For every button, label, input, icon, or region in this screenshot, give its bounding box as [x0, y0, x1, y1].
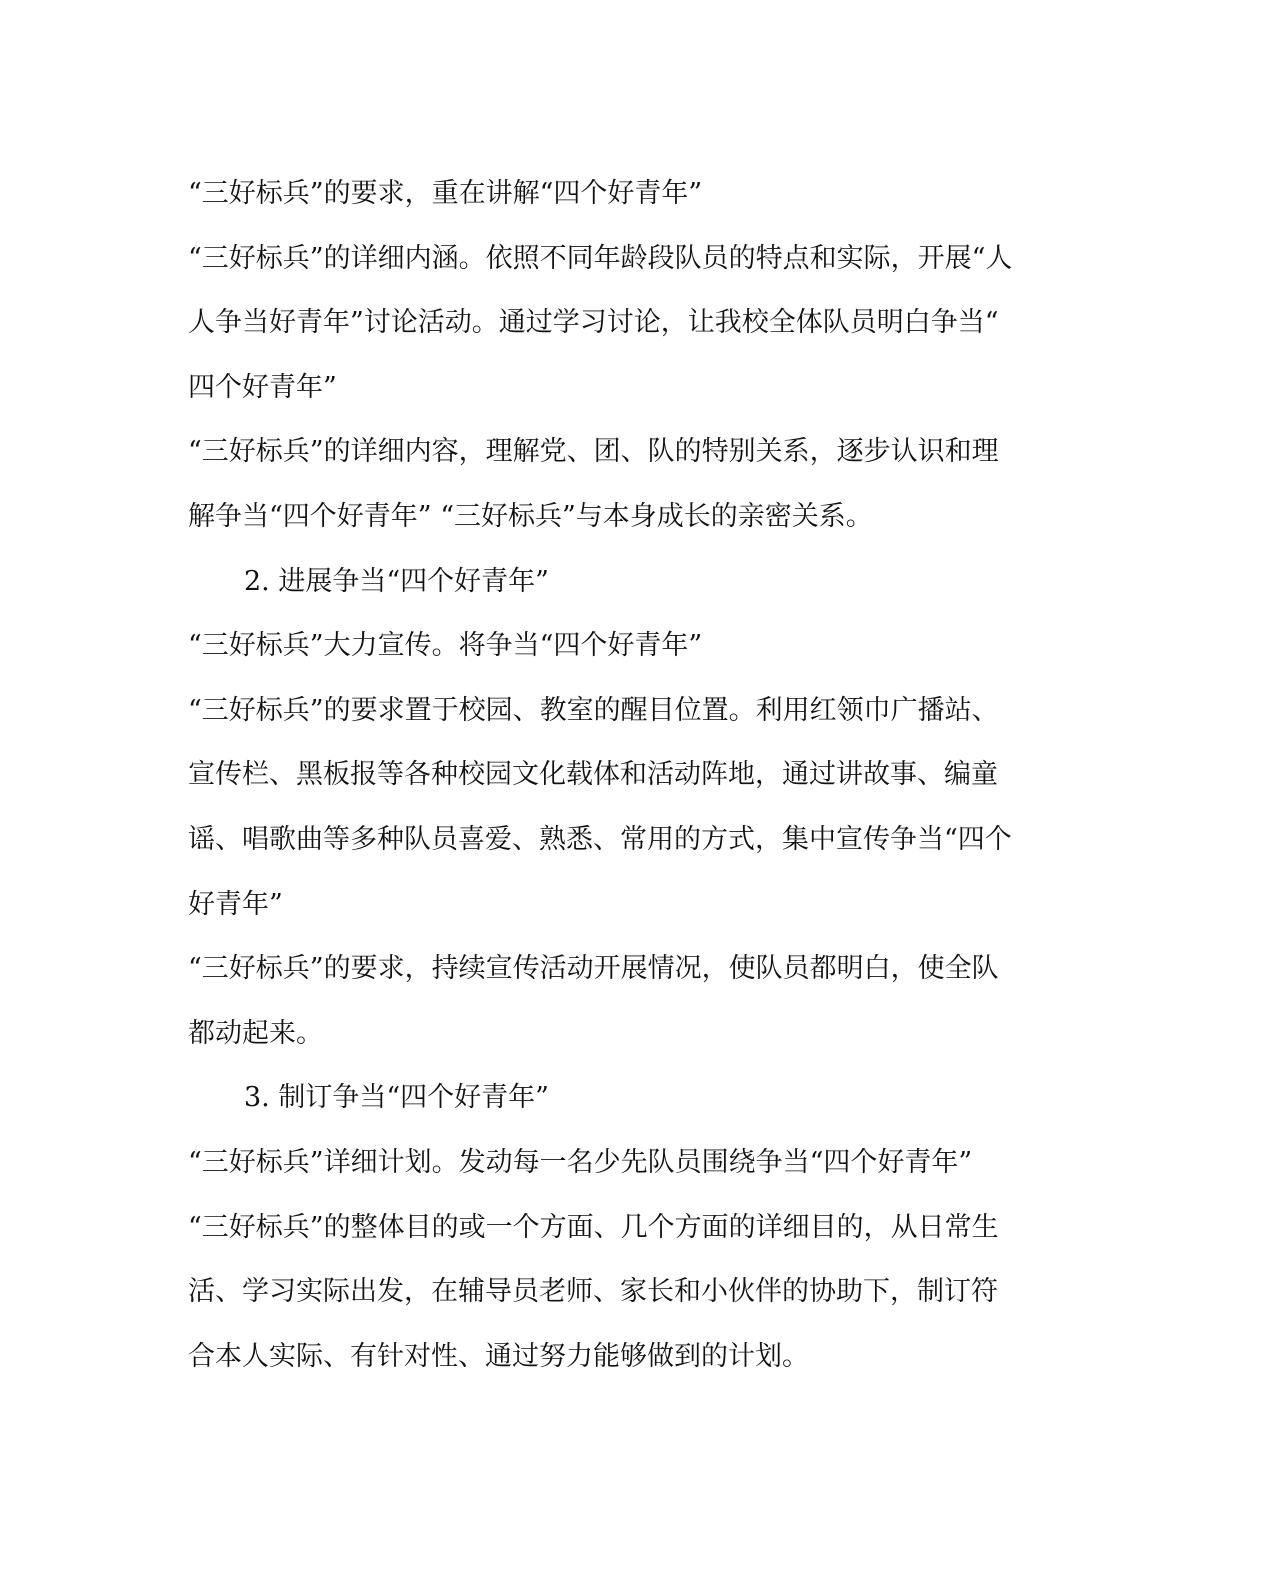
text-line: “三好标兵”的要求，持续宣传活动开展情况，使队员都明白，使全队: [188, 953, 999, 985]
text-line: 活、学习实际出发，在辅导员老师、家长和小伙伴的协助下，制订符: [188, 1276, 998, 1308]
text-line: “三好标兵”的要求，重在讲解“四个好青年”: [188, 178, 703, 209]
text-line: “三好标兵”的详细内容，理解党、团、队的特别关系，逐步认识和理: [188, 436, 999, 468]
text-line: 合本人实际、有针对性、通过努力能够做到的计划。: [188, 1340, 809, 1372]
text-line: 谣、唱歌曲等多种队员喜爱、熟悉、常用的方式，集中宣传争当“四个: [188, 823, 1012, 855]
text-line: 人争当好青年”讨论活动。通过学习讨论，让我校全体队员明白争当“: [188, 307, 999, 339]
text-line: “三好标兵”详细计划。发动每一名少先队员围绕争当“四个好青年”: [188, 1146, 973, 1178]
text-line: “三好标兵”的整体目的或一个方面、几个方面的详细目的，从日常生: [188, 1211, 999, 1243]
text-line: “三好标兵”大力宣传。将争当“四个好青年”: [188, 630, 703, 662]
text-line: 四个好青年”: [188, 371, 337, 403]
section-heading-3: 3. 制订争当“四个好青年”: [244, 1082, 549, 1114]
body-text: [188, 162, 1088, 1389]
text-line: 宣传栏、黑板报等各种校园文化载体和活动阵地，通过讲故事、编童: [188, 759, 998, 791]
text-line: 好青年”: [188, 888, 283, 920]
text-line: “三好标兵”的要求置于校园、教室的醒目位置。利用红领巾广播站、: [188, 694, 999, 726]
text-line: “三好标兵”的详细内涵。依照不同年龄段队员的特点和实际，开展“人: [188, 242, 1013, 274]
text-line: 都动起来。: [188, 1017, 323, 1049]
section-heading-2: 2. 进展争当“四个好青年”: [244, 565, 549, 597]
text-line: 解争当“四个好青年” “三好标兵”与本身成长的亲密关系。: [188, 500, 873, 532]
